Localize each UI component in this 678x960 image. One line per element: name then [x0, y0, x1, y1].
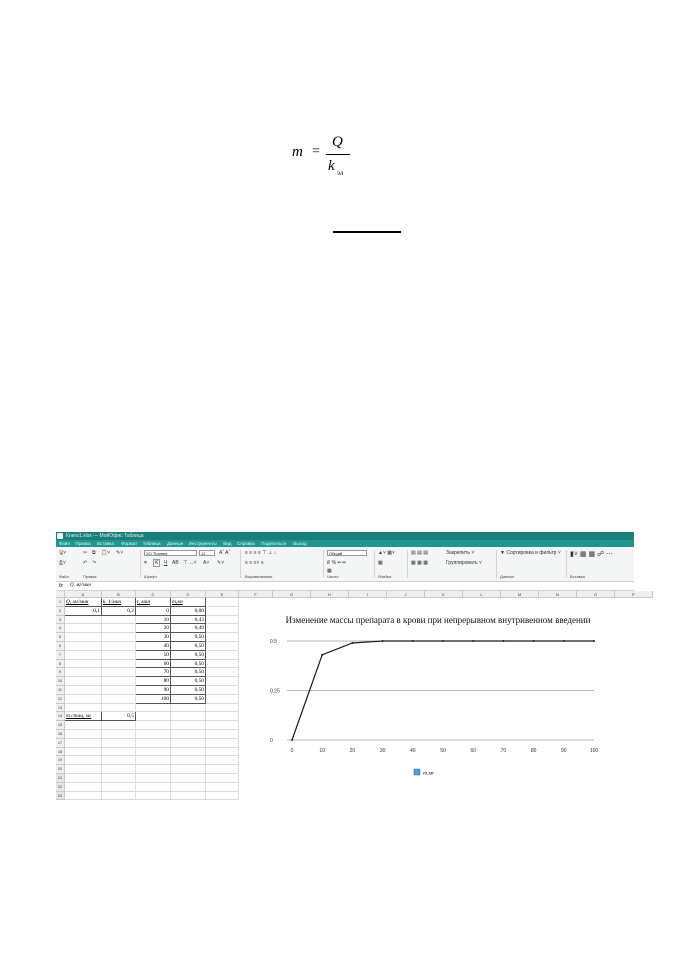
x-tick-label: 80	[530, 748, 537, 754]
column-header[interactable]: D	[171, 591, 206, 598]
menu-item[interactable]: Формат	[121, 541, 138, 546]
sheet-cell[interactable]	[136, 765, 171, 774]
column-header[interactable]: C	[136, 591, 171, 598]
row-header[interactable]: 2	[56, 607, 65, 616]
column-header[interactable]: H	[311, 591, 349, 598]
data-cell[interactable]: 10	[136, 616, 171, 625]
horizontal-rule	[333, 231, 401, 233]
window-title: Книга1.xlsx — МойОфис Таблица	[66, 533, 144, 539]
currency-icons[interactable]: ₽ % •• ••	[327, 560, 346, 566]
sheet-cell[interactable]	[171, 792, 206, 801]
fx-icon: fx	[59, 583, 63, 589]
data-point	[593, 640, 595, 642]
sheet-cell[interactable]	[65, 642, 102, 651]
font-name-select[interactable]: XO Thames	[144, 550, 197, 556]
sheet-cell[interactable]	[65, 748, 102, 757]
sheet-cell[interactable]	[102, 677, 136, 686]
group-label-number: Число	[327, 574, 339, 579]
data-cell[interactable]: 90	[136, 686, 171, 695]
column-header[interactable]: G	[273, 591, 311, 598]
row-header[interactable]: 11	[56, 686, 65, 695]
sheet-cell[interactable]	[136, 712, 171, 721]
sheet-cell[interactable]	[206, 712, 239, 721]
sheet-cell[interactable]	[65, 660, 102, 669]
sheet-cell[interactable]	[206, 774, 239, 783]
row-header[interactable]: 5	[56, 633, 65, 642]
paste-icon[interactable]: 📋˅	[101, 550, 111, 556]
sheet-cell[interactable]	[206, 633, 239, 642]
sheet-cell[interactable]	[206, 730, 239, 739]
sheet-cell[interactable]	[171, 774, 206, 783]
formula-equals: =	[312, 144, 320, 159]
sheet-cell[interactable]	[102, 756, 136, 765]
data-cell[interactable]: 0,49	[171, 624, 206, 633]
menu-item[interactable]: Таблица	[142, 541, 161, 546]
sheet-cell[interactable]	[136, 739, 171, 748]
sheet-cell[interactable]	[171, 765, 206, 774]
column-header[interactable]: E	[206, 591, 239, 598]
data-cell[interactable]: t, мин	[136, 598, 171, 607]
data-cell[interactable]: m,мг	[171, 598, 206, 607]
sheet-cell[interactable]	[171, 756, 206, 765]
sheet-cell[interactable]	[136, 721, 171, 730]
sheet-cell[interactable]	[171, 748, 206, 757]
data-cell[interactable]: 0,5	[102, 712, 136, 721]
data-cell[interactable]: 0,1	[65, 607, 102, 616]
group-label: Группировать	[446, 560, 478, 566]
number-format-select[interactable]: Общий	[327, 550, 367, 556]
menu-item[interactable]: Инструменты	[188, 541, 217, 546]
sheet-cell[interactable]	[136, 748, 171, 757]
menu-item[interactable]: Данные	[167, 541, 184, 546]
title-bar	[56, 532, 634, 540]
row-header[interactable]: 8	[56, 660, 65, 669]
sheet-cell[interactable]	[65, 765, 102, 774]
x-tick-label: 60	[470, 748, 476, 754]
freeze-button[interactable]: Закрепить ˅	[446, 550, 475, 556]
sheet-cell[interactable]	[136, 774, 171, 783]
column-header[interactable]: O	[577, 591, 615, 598]
data-cell[interactable]: k, 1/мин	[102, 598, 136, 607]
sheet-cell[interactable]	[102, 616, 136, 625]
sheet-cell[interactable]	[136, 730, 171, 739]
sheet-cell[interactable]	[206, 739, 239, 748]
fraction-bar	[326, 154, 350, 155]
sheet-cell[interactable]	[206, 607, 239, 616]
strike-icon[interactable]: AB	[172, 560, 179, 566]
data-cell[interactable]: 0,50	[171, 668, 206, 677]
menu-item[interactable]: Справка	[237, 541, 255, 546]
data-cell[interactable]: 30	[136, 633, 171, 642]
sheet-cell[interactable]	[65, 792, 102, 801]
data-cell[interactable]: 0,50	[171, 660, 206, 669]
row-header[interactable]: 10	[56, 677, 65, 686]
group-label-font: Шрифт	[144, 574, 158, 579]
data-point	[502, 640, 504, 642]
sheet-cell[interactable]	[65, 774, 102, 783]
sheet-cell[interactable]	[206, 598, 239, 607]
sheet-cell[interactable]	[65, 721, 102, 730]
group-label-cells: Ячейки	[378, 574, 392, 579]
grow-font-icon[interactable]: Aˆ Aˇ	[219, 550, 231, 556]
data-point	[321, 654, 323, 656]
x-tick-label: 0	[290, 748, 294, 754]
data-point	[351, 642, 353, 644]
formula-numerator: Q	[332, 134, 343, 150]
sheet-cell[interactable]	[65, 756, 102, 765]
data-cell[interactable]: 20	[136, 624, 171, 633]
data-point	[563, 640, 565, 642]
row-header[interactable]: 17	[56, 739, 65, 748]
sheet-cell[interactable]	[102, 774, 136, 783]
x-tick-label: 20	[349, 748, 356, 754]
menu-item[interactable]: Вставка	[97, 541, 114, 546]
data-point	[412, 640, 414, 642]
row-header[interactable]: 22	[56, 783, 65, 792]
data-cell[interactable]: 0,50	[171, 677, 206, 686]
sheet-cell[interactable]	[171, 739, 206, 748]
sub-icon[interactable]: ⊤ ↔˅	[183, 560, 197, 566]
sheet-cell[interactable]	[65, 730, 102, 739]
sheet-cell[interactable]	[65, 695, 102, 704]
menu-item[interactable]: Правка	[75, 541, 91, 546]
row-header[interactable]: 6	[56, 642, 65, 651]
data-cell[interactable]: 100	[136, 695, 171, 704]
row-header[interactable]: 15	[56, 721, 65, 730]
column-header[interactable]: A	[65, 591, 102, 598]
sheet-cell[interactable]	[65, 704, 102, 713]
group-label-align: Выравнивание	[245, 574, 273, 579]
data-cell[interactable]: 0,50	[171, 695, 206, 704]
sheet-cell[interactable]	[206, 642, 239, 651]
mass-formula	[288, 132, 368, 182]
sheet-cell[interactable]	[206, 704, 239, 713]
sheet-cell[interactable]	[102, 721, 136, 730]
underline-icon[interactable]: Ч	[164, 560, 168, 566]
sheet-cell[interactable]	[171, 712, 206, 721]
sheet-cell[interactable]	[206, 765, 239, 774]
sheet-cell[interactable]	[206, 756, 239, 765]
sheet-cell[interactable]	[206, 624, 239, 633]
row-header[interactable]: 16	[56, 730, 65, 739]
y-tick-label: 0.5	[270, 639, 277, 645]
x-tick-label: 100	[589, 748, 599, 754]
sheet-cell[interactable]	[206, 677, 239, 686]
sheet-cell[interactable]	[102, 792, 136, 801]
x-tick-label: 30	[379, 748, 386, 754]
cut-icon[interactable]: ✂	[83, 550, 88, 556]
row-header[interactable]: 13	[56, 704, 65, 713]
chart[interactable]	[242, 601, 634, 791]
group-button[interactable]: Группировать ˅	[446, 560, 482, 566]
sheet-cell[interactable]	[171, 704, 206, 713]
sheet-cell[interactable]	[171, 721, 206, 730]
sheet-cell[interactable]	[65, 686, 102, 695]
legend-label: m,мг	[423, 770, 435, 777]
data-cell[interactable]: 0,43	[171, 616, 206, 625]
sheet-cell[interactable]	[102, 765, 136, 774]
separator	[496, 550, 497, 578]
fill-color-icon[interactable]: ▲˅ ▦˅	[378, 550, 395, 556]
group-label-edit: Правка	[83, 574, 97, 579]
data-cell[interactable]: 0,50	[171, 633, 206, 642]
sheet-cell[interactable]	[102, 633, 136, 642]
sort-filter-label: Сортировка и фильтр	[506, 550, 557, 556]
sheet-cell[interactable]	[102, 624, 136, 633]
column-header[interactable]: L	[463, 591, 501, 598]
data-cell[interactable]: 0	[136, 607, 171, 616]
group-label-insert: Вставка	[570, 574, 585, 579]
app-icon	[57, 533, 63, 539]
data-point	[472, 640, 474, 642]
y-tick-label: 0	[270, 738, 273, 744]
formula-bar[interactable]	[56, 582, 634, 591]
row-header[interactable]: 1	[56, 598, 65, 607]
sheet-cell[interactable]	[136, 783, 171, 792]
row-header[interactable]: 21	[56, 774, 65, 783]
freeze-label: Закрепить	[446, 550, 470, 556]
sheet-cell[interactable]	[206, 686, 239, 695]
formula-subscript: эл	[337, 169, 344, 177]
print-icon[interactable]: ⎙˅	[59, 560, 66, 566]
data-cell[interactable]: m стац, мг	[65, 712, 102, 721]
sheet-cell[interactable]	[65, 633, 102, 642]
menu-item[interactable]: Файл	[59, 541, 71, 546]
sheet-cell[interactable]	[102, 695, 136, 704]
copy-icon[interactable]: ⧉	[92, 550, 96, 556]
sheet-cell[interactable]	[206, 616, 239, 625]
bold-icon[interactable]: ×	[144, 560, 147, 566]
sheet-cell[interactable]	[136, 756, 171, 765]
border-icon[interactable]: ▦	[378, 560, 383, 566]
separator	[323, 550, 324, 578]
row-header[interactable]: 18	[56, 748, 65, 757]
clear-icon[interactable]: ▦	[327, 568, 332, 574]
data-cell[interactable]: 0,50	[171, 686, 206, 695]
sheet-cell[interactable]	[102, 704, 136, 713]
sheet-cell[interactable]	[102, 730, 136, 739]
column-header[interactable]: J	[387, 591, 425, 598]
menu-item[interactable]: Поделиться	[261, 541, 287, 546]
format-painter-icon[interactable]: ✎˅	[116, 550, 124, 556]
row-header[interactable]: 23	[56, 792, 65, 801]
column-header[interactable]: F	[239, 591, 273, 598]
sheet-cell[interactable]	[136, 704, 171, 713]
insert-row-icons[interactable]: ▤ ▤ ▤	[411, 550, 428, 556]
menu-item[interactable]: Выход	[293, 541, 307, 546]
separator	[566, 550, 567, 578]
sheet-cell[interactable]	[102, 651, 136, 660]
save-icon[interactable]: 🖫˅	[59, 550, 67, 556]
sheet-cell[interactable]	[206, 695, 239, 704]
row-header[interactable]: 19	[56, 756, 65, 765]
row-header[interactable]: 12	[56, 695, 65, 704]
sheet-cell[interactable]	[102, 668, 136, 677]
column-header[interactable]: P	[615, 591, 653, 598]
separator	[140, 550, 141, 578]
sheet-cell[interactable]	[65, 651, 102, 660]
x-tick-label: 10	[319, 748, 325, 754]
x-tick-label: 40	[410, 748, 416, 754]
ribbon	[56, 547, 634, 582]
wrap-icons[interactable]: ≡ ≡ ≡˅ ≡	[245, 560, 264, 566]
formula-lhs: m	[292, 144, 303, 160]
undo-icon[interactable]: ↶	[83, 560, 88, 566]
separator	[240, 550, 241, 578]
group-label-file: Файл	[59, 574, 69, 579]
data-cell[interactable]: 0,50	[171, 651, 206, 660]
column-header[interactable]: K	[425, 591, 463, 598]
sheet-cell[interactable]	[206, 660, 239, 669]
sheet-cell[interactable]	[206, 783, 239, 792]
column-header[interactable]: B	[102, 591, 136, 598]
column-header[interactable]: N	[539, 591, 577, 598]
formula-bar-value[interactable]: Q, мг/мин	[70, 583, 91, 588]
sheet-cell[interactable]	[206, 721, 239, 730]
sheet-cell[interactable]	[206, 651, 239, 660]
data-cell[interactable]: 0,2	[102, 607, 136, 616]
x-tick-label: 90	[561, 748, 567, 754]
data-point	[382, 640, 384, 642]
separator	[407, 550, 408, 578]
italic-icon[interactable]: K	[155, 560, 159, 566]
sheet-cell[interactable]	[102, 783, 136, 792]
data-cell[interactable]: 40	[136, 642, 171, 651]
align-icons[interactable]: ≡ ≡ ≡ ≡ ⊤ ⊥ ↓	[245, 550, 277, 556]
group-label-data: Данные	[500, 574, 515, 579]
sheet-cell[interactable]	[65, 668, 102, 677]
data-cell[interactable]: 0,00	[171, 607, 206, 616]
formula-denominator: k	[328, 158, 335, 174]
row-header[interactable]: 9	[56, 668, 65, 677]
data-cell[interactable]: 50	[136, 651, 171, 660]
insert-chart-icons[interactable]: ▮˅ ▦ ▦ ☍ ⋯	[570, 551, 614, 558]
sheet-cell[interactable]	[171, 730, 206, 739]
redo-icon[interactable]: ↷	[92, 560, 97, 566]
corner-cell[interactable]	[56, 591, 65, 598]
x-tick-label: 70	[500, 748, 507, 754]
sheet-cell[interactable]	[65, 677, 102, 686]
data-cell[interactable]: 80	[136, 677, 171, 686]
data-cell[interactable]: 60	[136, 660, 171, 669]
sheet-cell[interactable]	[102, 686, 136, 695]
x-tick-label: 50	[440, 748, 446, 754]
highlight-icon[interactable]: ✎˅	[217, 560, 225, 566]
legend-swatch	[414, 769, 420, 775]
row-header[interactable]: 7	[56, 651, 65, 660]
sheet-cell[interactable]	[65, 616, 102, 625]
sheet-cell[interactable]	[65, 624, 102, 633]
data-point	[442, 640, 444, 642]
sheet-cell[interactable]	[206, 668, 239, 677]
data-cell[interactable]: 70	[136, 668, 171, 677]
separator	[374, 550, 375, 578]
row-header[interactable]: 20	[56, 765, 65, 774]
font-size-select[interactable]: 12	[199, 550, 215, 556]
y-tick-label: 0.25	[270, 688, 280, 695]
row-header[interactable]: 4	[56, 624, 65, 633]
sheet-cell[interactable]	[65, 739, 102, 748]
chart-title: Изменение массы препарата в крови при непрерывном внутривенном введении	[285, 615, 591, 625]
sheet-cell[interactable]	[102, 739, 136, 748]
sheet-cell[interactable]	[206, 792, 239, 801]
sheet-cell[interactable]	[171, 783, 206, 792]
sheet-cell[interactable]	[102, 642, 136, 651]
sheet-cell[interactable]	[136, 792, 171, 801]
row-header[interactable]: 14	[56, 712, 65, 721]
sort-filter-button[interactable]: ▼ Сортировка и фильтр ˅	[500, 550, 561, 556]
sheet-cell[interactable]	[102, 660, 136, 669]
sheet-cell[interactable]	[102, 748, 136, 757]
delete-row-icons[interactable]: ▦ ▦ ▦	[411, 560, 428, 566]
chart-plot	[242, 601, 634, 791]
column-header[interactable]: I	[349, 591, 387, 598]
sheet-cell[interactable]	[206, 748, 239, 757]
spreadsheet-screenshot	[56, 532, 634, 818]
column-header[interactable]: M	[501, 591, 539, 598]
menu-bar	[56, 540, 634, 547]
sheet-cell[interactable]	[65, 783, 102, 792]
menu-item[interactable]: Вид	[223, 541, 232, 546]
font-color-icon[interactable]: A˅	[203, 560, 210, 566]
data-cell[interactable]: 0,50	[171, 642, 206, 651]
data-cell[interactable]: Q, мг/мин	[65, 598, 102, 607]
data-point	[533, 640, 535, 642]
row-header[interactable]: 3	[56, 616, 65, 625]
data-point	[291, 739, 293, 741]
